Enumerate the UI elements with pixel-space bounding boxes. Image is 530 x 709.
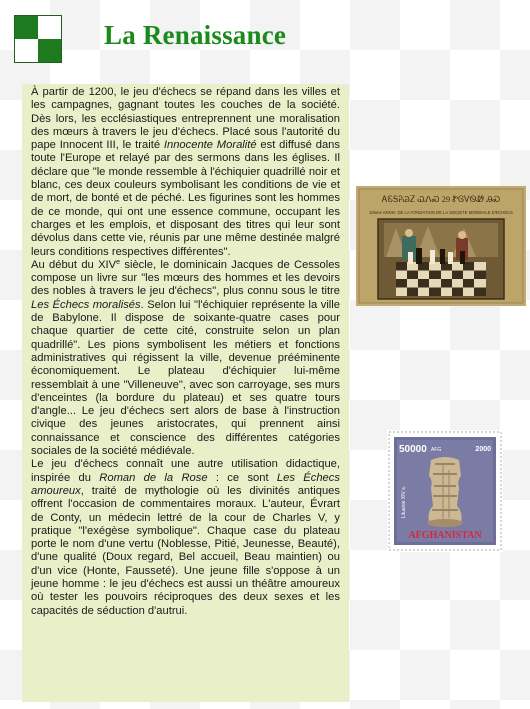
stamp-value: 50000 — [399, 444, 427, 455]
work-title: Les Échecs moralisés — [31, 298, 141, 311]
page-title: La Renaissance — [104, 20, 287, 50]
work-title: Les Échecs amoureux — [31, 471, 340, 497]
stamp-value-unit: AFG — [431, 447, 442, 453]
sheet-caption: 10ème ANNIV. DE LA FONDATION DE LA SOCIETE MONDIALE D'ECHECS — [369, 210, 513, 215]
chess-stamp-image — [387, 430, 503, 552]
stamp-side-caption: Lituanie XIV s. — [401, 485, 407, 519]
chess-logo-icon — [14, 15, 62, 63]
article-body — [31, 86, 340, 618]
article-paragraph-1: À partir de 1200, le jeu d'échecs se répand dans les villes et les campagnes, gagnant toutes les couches de la société. Dès lors, les ecclésiastiques entreprennent une moralisation des mœurs à travers le jeu d'échecs. Placé sous l'autorité du pape Innocent III, le traité Innocente Moralité est diffusé dans toute l'Europe et relayé par des sermons dans les églises. Il déclare que "le monde ressemble à l'échiquier quadrillé noir et blanc, ces deux couleurs symbolisant les conditions de vie et de mort, de bonté et de péché. Les figurines sont les hommes de ce monde, qui ont une essence commune, occupant les charges et les emplois, et disposant des titres qui leur sont dévolus dans cette vie, réunis par une même destinée malgré leurs conditions respectives différentes". — [31, 86, 340, 258]
stamp-sheet-image — [356, 186, 526, 306]
logo-square-dark — [38, 39, 61, 62]
stamp-country: AFGHANISTAN — [408, 530, 482, 541]
work-title: Innocente Moralité — [163, 139, 257, 152]
chess-piece-figure — [427, 457, 463, 527]
stamp-year: 2000 — [475, 446, 491, 453]
sheet-heading: ᎪᏋᎦᎮᏊᏃ ᏇᏁᏍ 29 ᏑᎶᏙᏫᏪ ᎯᏍ — [381, 194, 501, 204]
logo-square-light — [38, 16, 61, 39]
logo-square-light — [15, 39, 38, 62]
work-title: Roman de la Rose — [99, 471, 208, 484]
article-paragraph-2: Au début du XIVe siècle, le dominicain Jacques de Cessoles compose un livre sur "les mœurs des hommes et les devoirs des nobles à travers le jeu d'échecs", plus connu sous le titre Les Échecs moralisés. Selon lui "l'échiquier représente la ville de Babylone. Il dispose de soixante-quatre cases pour chaque quartier de cette cité, construite selon un plan quadrillé". Les pions symbolisent les métiers et fonctions administratives qui régissent la ville, devenue prééminente économiquement. Le plateau d'échiquier lui-même ressemblait à une "Villeneuve", avec son carroyage, ses murs d'enceintes (la bordure du plateau) et ses quatre tours d'angle... Le jeu d'échecs sert alors de base à l'instruction civique des jeunes aristocrates, qui prennent ainsi connaissance et conscience des différentes catégories sociales de la société médiévale. — [31, 258, 341, 458]
article-paragraph-3: Le jeu d'échecs connaît une autre utilisation didactique, inspirée du Roman de la Rose : ce sont Les Échecs amoureux, traité de mythologie où les divinités antiques offrent l'occasion de commentaires moraux. L'auteur, Évrart de Conty, un médecin lettré de la cour de Charles V, y pratique "l'exégèse symbolique". Chaque case du plateau porte le nom d'une vertu (Noblesse, Pitié, Jeunesse, Beauté), d'une qualité (Doux regard, Bel accueil, Beau maintien) ou d'un vice (Honte, Fausseté). Une jeune fille s'oppose à un jeune homme : le jeu d'échecs est aussi un théâtre amoureux où tester les pouvoirs réciproques des deux sexes et les capacités de séduction d'autrui. — [31, 458, 340, 617]
logo-square-dark — [15, 16, 38, 39]
